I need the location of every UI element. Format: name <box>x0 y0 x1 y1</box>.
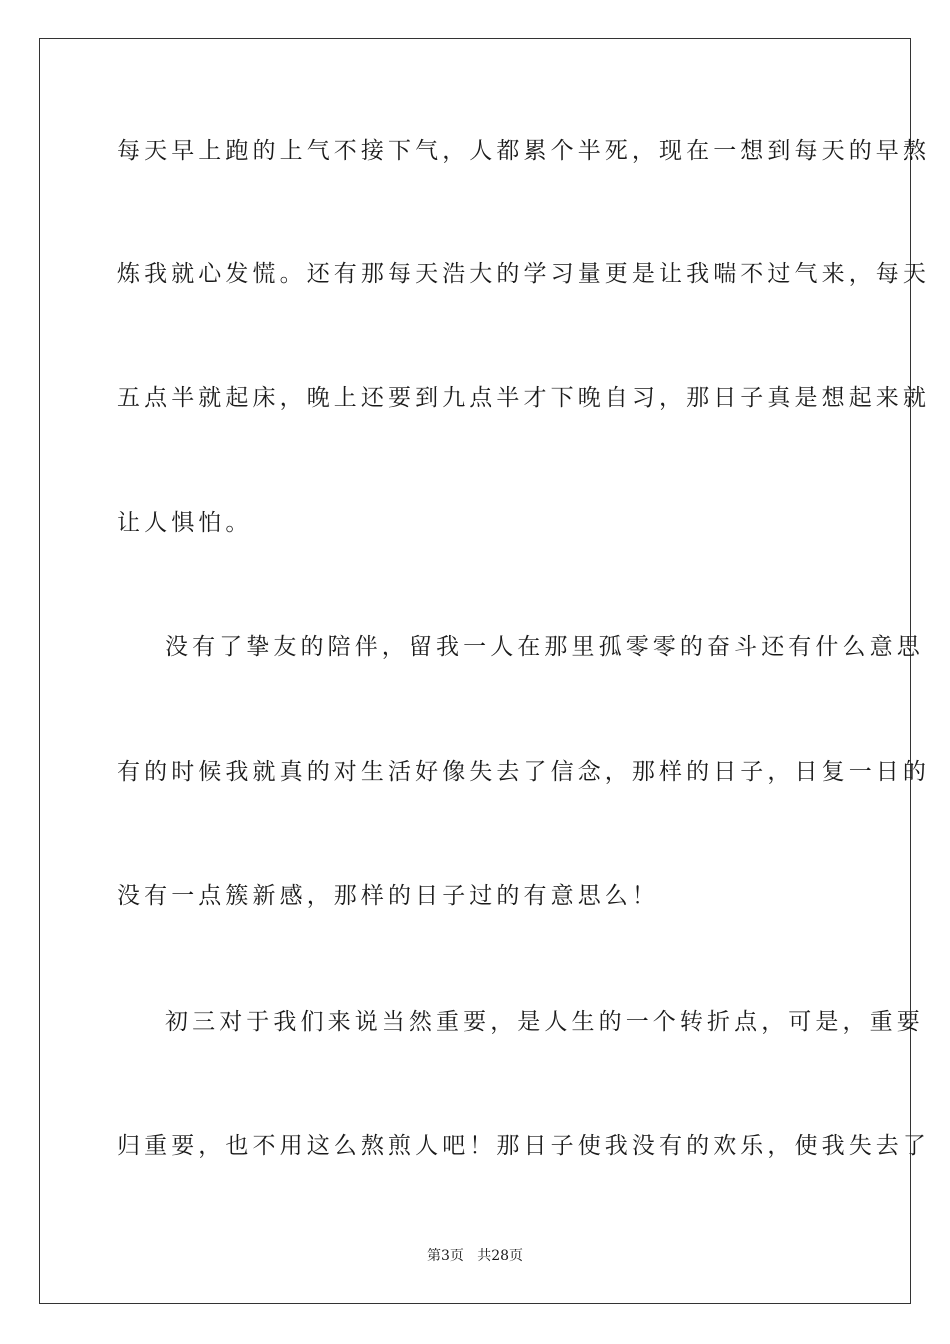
paragraph-start-line-8: 初三对于我们来说当然重要，是人生的一个转折点，可是，重要 <box>165 1009 924 1035</box>
page-border <box>39 38 930 1304</box>
text-line-7: 没有一点簇新感，那样的日子过的有意思么！ <box>117 883 659 909</box>
text-line-4: 让人惧怕。 <box>117 510 253 536</box>
page-number-footer: 第3页 共28页 <box>426 1248 524 1264</box>
text-line-2: 炼我就心发慌。还有那每天浩大的学习量更是让我喘不过气来，每天 <box>117 261 930 287</box>
paragraph-start-line-5: 没有了挚友的陪伴，留我一人在那里孤零零的奋斗还有什么意思 <box>165 634 924 660</box>
text-line-6: 有的时候我就真的对生活好像失去了信念，那样的日子，日复一日的 <box>117 759 930 785</box>
text-line-1: 每天早上跑的上气不接下气，人都累个半死，现在一想到每天的早熬 <box>117 138 930 164</box>
text-line-3: 五点半就起床，晚上还要到九点半才下晚自习，那日子真是想起来就 <box>117 385 930 411</box>
text-line-9: 归重要，也不用这么熬煎人吧！那日子使我没有的欢乐，使我失去了 <box>117 1133 930 1159</box>
